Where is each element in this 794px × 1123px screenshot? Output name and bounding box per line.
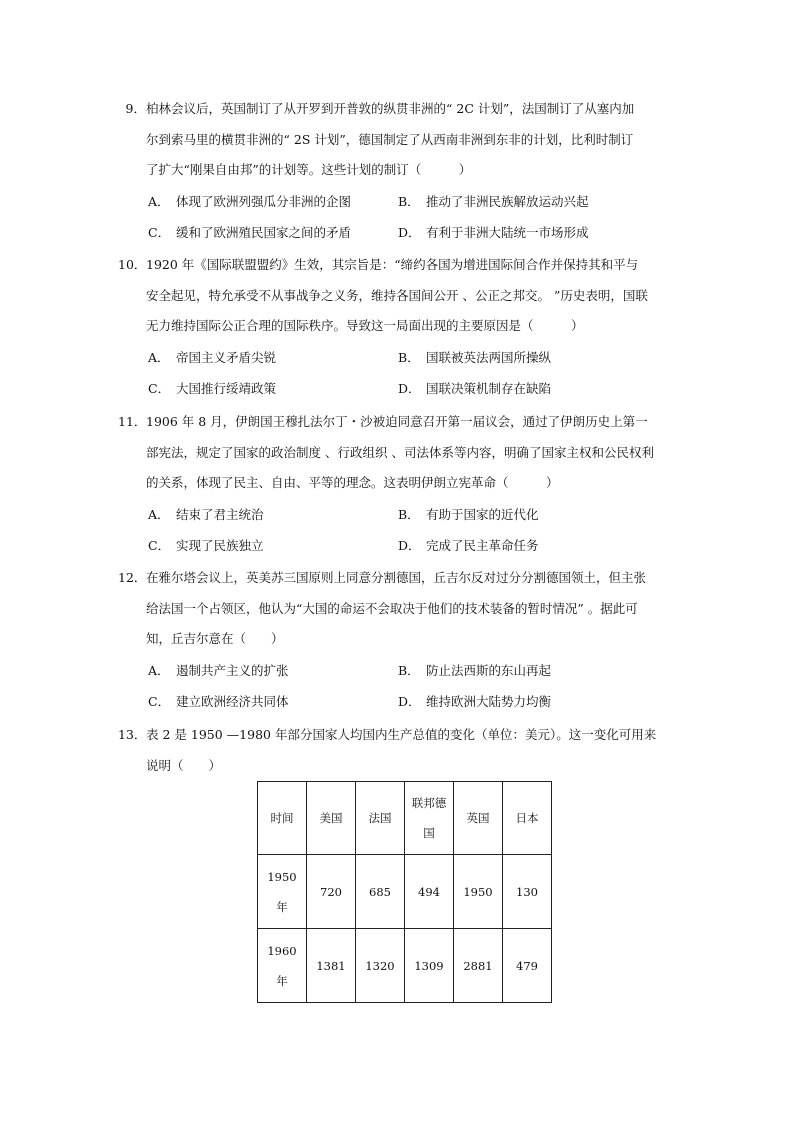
question-text-line: 在雅尔塔会议上，英美苏三国原则上同意分割德国，丘吉尔反对过分分割德国领土，但主张 [146, 570, 647, 585]
question-number: 10． [118, 257, 147, 272]
option-b[interactable]: B． 防止法西斯的东山再起 [398, 662, 552, 678]
question-number: 12． [118, 570, 147, 585]
table-cell: 494 [405, 855, 454, 929]
table-cell: 130 [503, 855, 552, 929]
option-a[interactable]: A． 遏制共产主义的扩张 [148, 662, 289, 678]
table-cell: 479 [503, 929, 552, 1003]
option-c[interactable]: C． 缓和了欧洲殖民国家之间的矛盾 [148, 224, 352, 240]
question-11 [118, 407, 678, 561]
option-d[interactable]: D． 国联决策机制存在缺陷 [398, 380, 552, 396]
question-text-line: 尔到索马里的横贯非洲的“ 2S 计划”，德国制定了从西南非洲到东非的计划，比利时制订 [146, 131, 634, 147]
option-a[interactable]: A． 体现了欧洲列强瓜分非洲的企图 [148, 193, 352, 209]
table-cell: 2881 [454, 929, 503, 1003]
question-text-line: 柏林会议后，英国制订了从开罗到开普敦的纵贯非洲的“ 2C 计划”，法国制订了从塞内加 [146, 101, 635, 116]
option-b[interactable]: B． 国联被英法两国所操纵 [398, 349, 552, 365]
question-number: 11． [118, 414, 147, 429]
question-text-line: 给法国一个占领区，他认为“大国的命运不会取决于他们的技术装备的暂时情况” 。据此可 [146, 600, 638, 616]
table-row [258, 855, 552, 929]
option-b[interactable]: B． 有助于国家的近代化 [398, 506, 539, 522]
table-header-cell: 美国 [307, 782, 356, 855]
option-b[interactable]: B． 推动了非洲民族解放运动兴起 [398, 193, 589, 209]
option-a[interactable]: A． 结束了君主统治 [148, 506, 264, 522]
question-number: 9． [125, 101, 146, 116]
question-12 [118, 563, 678, 717]
gdp-table [257, 781, 552, 1003]
table-cell: 1960 年 [258, 929, 307, 1003]
table-cell: 1320 [356, 929, 405, 1003]
table-cell: 1381 [307, 929, 356, 1003]
question-text-line: 部宪法，规定了国家的政治制度 、行政组织 、司法体系等内容，明确了国家主权和公民权利 [146, 444, 654, 460]
option-c[interactable]: C． 建立欧洲经济共同体 [148, 693, 289, 709]
question-text-line: 安全起见，特允承受不从事战争之义务，维持各国间公开 、公正之邦交。 ”历史表明，国联 [146, 287, 648, 303]
question-text-line: 表 2 是 1950 —1980 年部分国家人均国内生产总值的变化（单位：美元）。这一变化可用来 [146, 727, 657, 742]
option-d[interactable]: D． 完成了民主革命任务 [398, 537, 539, 553]
table-header-cell: 英国 [454, 782, 503, 855]
table-cell: 1950 [454, 855, 503, 929]
question-10 [118, 250, 678, 404]
table-header-cell: 法国 [356, 782, 405, 855]
option-c[interactable]: C． 大国推行绥靖政策 [148, 380, 277, 396]
question-text-line: 了扩大“刚果自由邦”的计划等。这些计划的制订（ ） [146, 162, 472, 177]
option-d[interactable]: D． 维持欧洲大陆势力均衡 [398, 693, 552, 709]
question-text-line: 知，丘吉尔意在（ ） [146, 631, 284, 646]
table-header-cell: 时间 [258, 782, 307, 855]
table-cell: 1309 [405, 929, 454, 1003]
question-13 [118, 720, 678, 781]
question-text-line: 1920 年《国际联盟盟约》生效，其宗旨是：“缔约各国为增进国际间合作并保持其和平与 [146, 257, 639, 272]
table-row [258, 929, 552, 1003]
table-cell: 1950 年 [258, 855, 307, 929]
question-9 [118, 94, 678, 248]
table-header-cell: 联邦德国 [405, 782, 454, 855]
table-header-row [258, 782, 552, 855]
option-a[interactable]: A． 帝国主义矛盾尖锐 [148, 349, 277, 365]
option-d[interactable]: D． 有利于非洲大陆统一市场形成 [398, 224, 589, 240]
question-text-line: 的关系，体现了民主、自由、平等的理念。这表明伊朗立宪革命（ ） [146, 475, 559, 490]
question-text-line: 1906 年 8 月，伊朗国王穆扎法尔丁・沙被迫同意召开第一届议会，通过了伊朗历史上第一 [146, 414, 648, 429]
table-header-cell: 日本 [503, 782, 552, 855]
table-cell: 720 [307, 855, 356, 929]
question-number: 13． [118, 727, 147, 742]
question-text-line: 无力维持国际公正合理的国际秩序。导致这一局面出现的主要原因是（ ） [146, 318, 584, 333]
table-cell: 685 [356, 855, 405, 929]
question-text-line: 说明（ ） [146, 757, 222, 773]
option-c[interactable]: C． 实现了民族独立 [148, 537, 264, 553]
